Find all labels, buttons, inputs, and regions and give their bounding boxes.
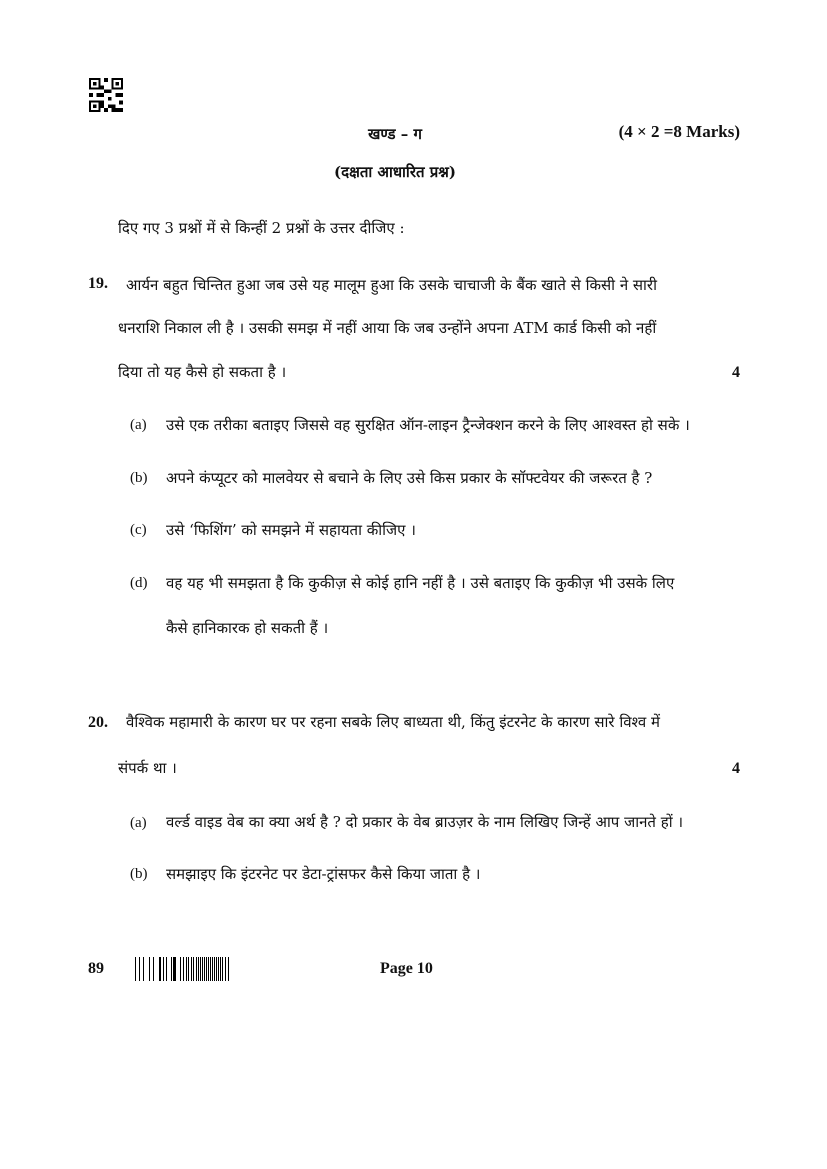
question-number: 20.	[88, 714, 108, 731]
question-text-line: संपर्क था ।	[118, 759, 177, 777]
part-text: अपने कंप्यूटर को मालवेयर से बचाने के लिए उसे किस प्रकार के सॉफ्टवेयर की जरूरत है ?	[166, 469, 653, 487]
part-text: उसे ‘फिशिंग’ को समझने में सहायता कीजिए ।	[166, 521, 416, 539]
part-label: (b)	[130, 866, 148, 882]
question-text-line: वैश्विक महामारी के कारण घर पर रहना सबके लिए बाध्यता थी, किंतु इंटरनेट के कारण सारे विश्व में	[126, 713, 660, 731]
question-text-line: धनराशि निकाल ली है । उसकी समझ में नहीं आया कि जब उन्होंने अपना ATM कार्ड किसी को नहीं	[118, 319, 657, 337]
part-label: (b)	[130, 470, 148, 486]
paper-code: 89	[88, 960, 104, 977]
part-label: (a)	[130, 417, 147, 433]
question-marks: 4	[732, 760, 740, 777]
question-marks: 4	[732, 364, 740, 381]
question-number: 19.	[88, 275, 108, 292]
section-marks: (4 × 2 =8 Marks)	[618, 122, 740, 141]
part-label: (d)	[130, 575, 148, 591]
part-text: वर्ल्ड वाइड वेब का क्या अर्थ है ? दो प्रकार के वेब ब्राउज़र के नाम लिखिए जिन्हें आप जानते हों ।	[166, 813, 684, 831]
section-subheading: (दक्षता आधारित प्रश्न)	[334, 163, 456, 181]
part-text: समझाइए कि इंटरनेट पर डेटा-ट्रांसफर कैसे किया जाता है ।	[166, 865, 481, 883]
section-title: खण्ड – ग	[368, 125, 422, 143]
part-text: वह यह भी समझता है कि कुकीज़ से कोई हानि नहीं है । उसे बताइए कि कुकीज़ भी उसके लिए	[166, 574, 675, 592]
question-text-line: आर्यन बहुत चिन्तित हुआ जब उसे यह मालूम हुआ कि उसके चाचाजी के बैंक खाते से किसी ने सारी	[126, 276, 657, 294]
barcode-icon	[135, 957, 230, 981]
instruction-text: दिए गए 3 प्रश्नों में से किन्हीं 2 प्रश्नों के उत्तर दीजिए :	[118, 219, 405, 237]
page-number: Page 10	[380, 960, 433, 977]
question-text-line: दिया तो यह कैसे हो सकता है ।	[118, 363, 287, 381]
part-text: उसे एक तरीका बताइए जिससे वह सुरक्षित ऑन-लाइन ट्रैन्जेक्शन करने के लिए आश्वस्त हो सके ।	[166, 416, 690, 434]
qr-code-icon	[88, 78, 124, 112]
part-text: कैसे हानिकारक हो सकती हैं ।	[166, 619, 329, 637]
part-label: (a)	[130, 815, 147, 831]
part-label: (c)	[130, 522, 147, 538]
